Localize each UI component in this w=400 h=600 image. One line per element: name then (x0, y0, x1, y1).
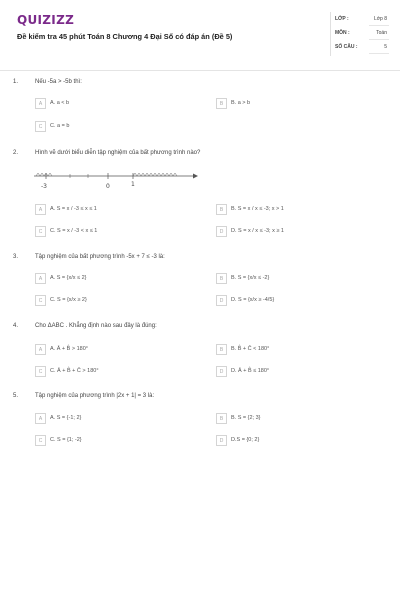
number-line-label-zero: 0 (106, 183, 110, 190)
question-5-text: Tập nghiệm của phương trình |2x + 1| = 3 là: (35, 393, 155, 399)
option-text: B. a > b (231, 100, 251, 106)
option-letter-box: C (35, 121, 46, 132)
option-text: D.S = {0; 2} (231, 437, 260, 443)
meta-count-label: SỐ CÂU : (335, 44, 358, 50)
option-text: D. S = {x/x ≥ -4/5} (231, 297, 275, 303)
option-text: C. S = {1; -2} (50, 437, 82, 443)
option-text: A. S = {x/x ≤ 2} (50, 275, 87, 281)
question-2-number: 2. (13, 150, 19, 156)
option-text: A. Â + B̂ > 180° (50, 346, 88, 352)
meta-count (335, 42, 389, 53)
option-letter-box: B (216, 344, 227, 355)
option-letter-box: B (216, 413, 227, 424)
meta-subject (335, 28, 389, 39)
option-letter-box: B (216, 98, 227, 109)
option-letter-box: B (216, 204, 227, 215)
meta-grade (335, 14, 389, 25)
question-4-text: Cho ΔABC . Khẳng định nào sau đây là đúng: (35, 323, 157, 329)
option-text: B. S = {2; 3} (231, 415, 261, 421)
meta-divider (369, 25, 389, 26)
question-3-number: 3. (13, 254, 19, 260)
option-letter-box: A (35, 98, 46, 109)
question-4-number: 4. (13, 323, 19, 329)
hatch-left (36, 173, 52, 176)
number-line-svg (30, 170, 200, 194)
option-text: D. Â + B̂ ≤ 180° (231, 368, 270, 374)
question-3-text: Tập nghiệm của bất phương trình -5x + 7 ≤ -3 là: (35, 254, 165, 260)
hatch-right (133, 173, 177, 176)
number-line-label-minus3: -3 (41, 183, 47, 190)
option-letter-box: C (35, 295, 46, 306)
meta-divider (369, 53, 389, 54)
meta-divider (369, 39, 389, 40)
option-letter-box: D (216, 366, 227, 377)
option-letter-box: C (35, 366, 46, 377)
option-letter-box: C (35, 435, 46, 446)
option-text: B. B̂ + Ĉ < 180° (231, 346, 270, 352)
meta-grade-label: LỚP : (335, 16, 349, 22)
question-1-number: 1. (13, 79, 19, 85)
option-letter-box: D (216, 295, 227, 306)
option-letter-box: D (216, 226, 227, 237)
quizizz-logo: QUIZIZZ (17, 13, 75, 27)
number-line-arrow (193, 174, 198, 179)
option-text: B. S = x / x ≤ -3; x > 1 (231, 206, 284, 212)
option-text: A. S = x / -3 ≤ x ≤ 1 (50, 206, 97, 212)
meta-subject-label: MÔN : (335, 30, 350, 36)
meta-subject-value: Toán (376, 30, 387, 36)
option-text: C. S = {x/x ≥ 2} (50, 297, 87, 303)
option-letter-box: A (35, 273, 46, 284)
worksheet-title: Đề kiểm tra 45 phút Toán 8 Chương 4 Đại Số có đáp án (Đề 5) (17, 32, 233, 41)
option-text: C. Â + B̂ + Ĉ > 180° (50, 368, 99, 374)
header-divider (0, 70, 400, 71)
option-text: B. S = {x/x ≤ -2} (231, 275, 270, 281)
question-1-text: Nếu -5a > -5b thì: (35, 79, 82, 85)
option-letter-box: C (35, 226, 46, 237)
number-line-label-one: 1 (131, 181, 135, 188)
option-text: C. a = b (50, 123, 70, 129)
option-letter-box: A (35, 413, 46, 424)
number-line-figure (30, 170, 200, 194)
option-letter-box: D (216, 435, 227, 446)
option-letter-box: B (216, 273, 227, 284)
option-letter-box: A (35, 344, 46, 355)
option-text: A. a < b (50, 100, 70, 106)
meta-count-value: 5 (384, 44, 387, 50)
option-text: D. S = x / x ≤ -3; x ≥ 1 (231, 228, 284, 234)
question-2-text: Hình vẽ dưới biểu diễn tập nghiệm của bất phương trình nào? (35, 150, 201, 156)
option-letter-box: A (35, 204, 46, 215)
question-5-number: 5. (13, 393, 19, 399)
option-text: A. S = {-1; 2} (50, 415, 82, 421)
option-text: C. S = x / -3 < x ≤ 1 (50, 228, 98, 234)
worksheet-meta (330, 12, 389, 56)
meta-grade-value: Lớp 8 (373, 16, 387, 22)
